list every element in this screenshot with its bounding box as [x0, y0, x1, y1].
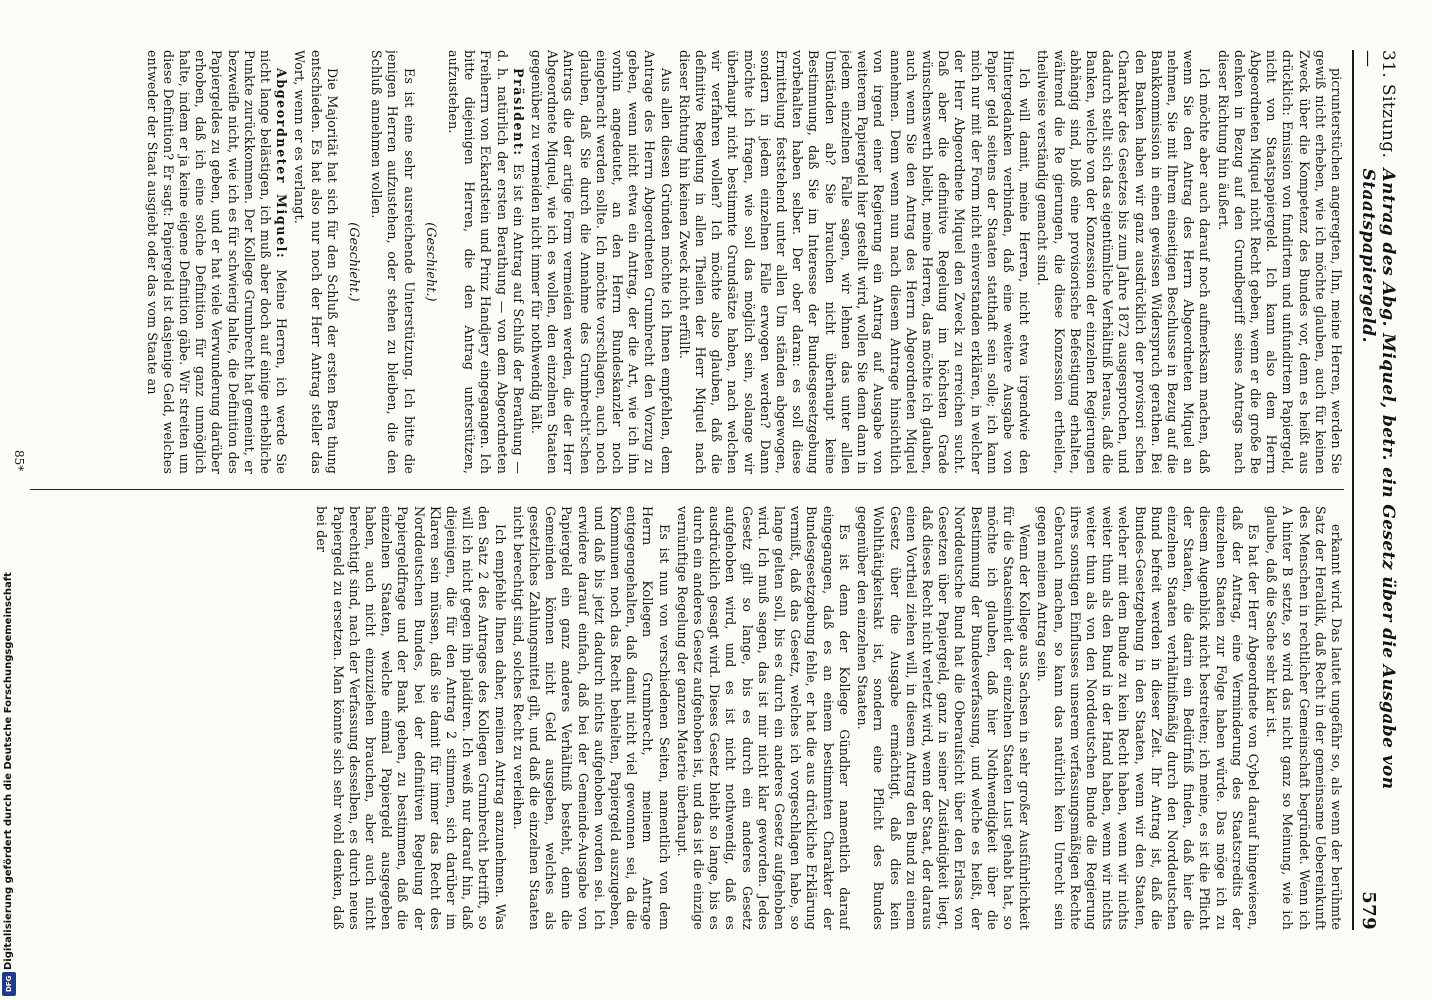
paragraph: [510, 506, 672, 930]
paragraph-text: Es ist ein Antrag auf Schluß der Berathung — d. h. natürlich der ersten Berathung — von dem Abgeordneten Freiherrn von Eckardstein und Prinz Handjery eingegangen. Ich bitte diejenigen Herren, die den Antrag unterstützen, aufzustehen.: [446, 50, 526, 474]
paragraph: [1034, 50, 1212, 474]
paragraph-text: Ich will damit, meine Herren, nicht etwa irgendwie den Hintergedanken verbinden, daß eine weitere Ausgabe von Papier geld seitens der Staaten statthaft sein solle; ich kann mich nur mit der Form nicht einverstanden erklären, in welcher der Herr Abgeordnete Miquel den Zweck zu erreichen sucht. Daß aber die definitive Regelung im höchsten Grade wünschenswerth bleibt, meine Herren, das möchte ich glauben, auch wenn Sie den Antrag des Herrn Abgeordneten Miquel annehmen. Denn wenn nun nach diesem Antrage hinsichtlich von irgend einer Regierung ein Antrag auf Ausgabe von weiterem Papiergeld hier gestellt wird, wollen Sie denn dann in jedem einzelnen Falle sagen, wir lehnen das unter allen Umständen ab? Sie brauchen nicht überhaupt keine Bestimmung, daß Sie im Interesse der Bundesgesetzgebung vorbehalten haben selber. Der ober daran: es soll diese Ermittelung feststehend unter allen Um ständen abgewogen, sondern in jedem einzelnen Falle erwogen werden? Dann möchte ich fragen, wie soll das möglich sein, solange wir überhaupt nicht bestimmte Grundsätze haben, nach welchen wir verfahren wollen? Ich möchte also glauben, daß die definitive Regelung in allen Theilen der Herr Miquel nach dieser Richtung hin keinen Zweck nicht erfüllt.: [676, 50, 1033, 474]
paragraph: [854, 506, 1032, 930]
paragraph: [291, 50, 340, 474]
paragraph-text: Wenn der Kollege aus Sachsen in sehr großer Ausführlichkeit für die Staatseinheit der einzelnen Staaten Lust gehabt hat, so möchte ich glauben, daß hier Nothwendigkeit über die Bestimmung der Bundesverfassung, und welche es heißt, der Norddeutsche Bund hat die Oberaufsicht über den Erlass von Gesetzen über Papiergeld, ganz in seiner Zuständigkeit liegt, daß dieses Recht nicht verletzt wird, wenn der Staat, der daraus einen Vortheil ziehen will, in diesem Antrag den Bund zu einem Gesetz über die Ausgabe ermächtigt, daß dies kein Wohlthätigkeitsakt ist, sondern eine Pflicht des Bundes gegenüber den einzelnen Staaten.: [855, 506, 1033, 930]
paragraph: [676, 50, 1032, 474]
digitization-credit: Digitalisierung gefördert durch die Deutsche Forschungsgemeinschaft: [3, 572, 14, 970]
column-divider: [30, 489, 1344, 490]
right-text-column: [30, 506, 1344, 930]
page-signature: 85*: [12, 450, 26, 472]
paragraph: [1263, 506, 1344, 930]
paragraph: [313, 506, 507, 930]
running-title: Antrag des Abg. Miquel, betr. ein Gesetz über die Ausgabe von Staatspapiergeld.: [1358, 168, 1398, 790]
paragraph-text: Ich möchte aber auch darauf noch aufmerksam machen, daß wenn Sie den Antrag des Herrn Abgeordneten Miquel an nehmen, Sie mit Ihrem einseitigen Beschlusse in Bezug auf die Bankkommission in einen gewissen Widerspruch gerathen. Bei den Banken haben wir ganz ausdrücklich der provisori schen Charakter des Gesetzes bis zum Jahre 1872 ausgesprochen, und dadurch stellt sich das eigentümliche Verhältniß heraus, daß die Banken, welche von der Konzession der einzelnen Regierungen abhängig sind, bloß eine provisorische Befestigung erhalten, während die Re gierungen, die diese Konzession ertheilen, theilweise verständig gemacht sind.: [1035, 50, 1213, 474]
page-number: 579: [1358, 891, 1379, 930]
paragraph-text: Es ist denn der Kollege Gündher namentlich darauf eingegangen, daß es an einem bestimmten Charakter der Bundesgesetzgebung fehle, er hat die aus drückliche Erklärung vermißt, daß das Gesetz, welches ich vorgeschlagen habe, so lange gelten soll, bis es durch ein anderes Gesetz aufgehoben wird. Ich muß sagen, das ist mir nicht klar geworden. Jedes Gesetz gilt so lange, bis es durch ein anderes Gesetz aufgehoben wird, und es ist nicht nothwendig, daß es ausdrücklich gesagt wird. Dieses Gesetz bleibt so lange, bis es durch ein anderes Gesetz aufgehoben ist, und das ist die einzige vernünftige Regelung der ganzen Materie überhaupt.: [674, 506, 852, 930]
paragraph: [368, 50, 417, 474]
paragraph-text: Ich empfehle Ihnen daher, meinen Antrag anzunehmen. Was den Satz 2 des Antrages des Kollegen Grumbrecht betrifft, so will ich nicht gegen ihn plaidiren. Ich weiß nur darauf hin, daß diejenigen, die für den Antrag 2 stimmen, sich darüber im Klaren sein müssen, daß sie damit für immer das Recht des Norddeutschen Bundes, bei der definitiven Regelung der Papiergeldfrage und der Bank geben, zu bestimmen, daß die einzelnen Staaten, welche einmal Papiergeld ausgegeben haben, auch nicht einzuziehen brauchen, aber auch nicht berechtigt sind, nach der Verfassung desselben, es durch neues Papiergeld zu ersetzen. Man könnte sich sehr wohl denken, daß bei der: [314, 506, 508, 930]
paragraph: [445, 50, 526, 474]
stage-direction: [423, 50, 439, 474]
paragraph: [1214, 50, 1344, 474]
stage-direction: [346, 50, 362, 474]
paragraph: [674, 506, 852, 930]
paragraph-text: Es ist eine sehr ausreichende Unterstützung. Ich bitte die jenigen Herren aufzustehen, oder stehen zu bleiben, die den Schluß annehmen wollen.: [369, 50, 417, 474]
paragraph: [143, 50, 289, 474]
header-rule: [1352, 50, 1354, 930]
paragraph-text: erkannt wird. Das lautet ungefähr so, als wenn der berühmte Satz der Heraldik, daß Recht in der gemeinsame Uebereinkunft des Menschen in rechtlicher Gemeinschaft begründet. Wenn ich A hinter B setzte, so wird das nicht ganz so Meinung, wie ich glaube, daß die Sache sehr klar ist.: [1264, 506, 1344, 930]
paragraph: [1034, 506, 1261, 930]
paragraph-text: Es hat der Herr Abgeordnete von Cybel darauf hingewiesen, daß der Antrag, eine Verminderung des Staatscredits der einzelnen Staaten zur Folge haben würde. Das möge ich zu diesem Augenblick nicht bestreiten; ich meine, es ist die Pflicht der Staaten, die darin ein Bedürfniß finden, daß hier die einzelnen Staaten verhältnißmäßig durch den Norddeutschen Bund befreit werden in dieser Zeit. Ihr Antrag ist, daß die Bundes-Gesetzgebung in den Staaten, wenn wir den Staaten, welcher mit dem Bunde zu kein Recht haben, wenn wir nichts weiter thun als den Bund in der Hand haben, wenn wir nichts weiter thun als von den Norddeutschen Bunde die Regierung ihres sonstigen Einflusses unserem verfassungsmäßigen Rechte Gebrauch machen, so kann das natürlich kein Unrecht sein gegen meinen Antrag sein.: [1035, 506, 1261, 930]
paragraph-text: Die Majorität hat sich für den Schluß der ersten Bera thung entschieden. Es hat also nur noch der Herr Antrag steller das Wort, wenn er es verlangt.: [292, 50, 340, 474]
left-text-column: [30, 50, 1344, 474]
rotated-document-page: [12, 10, 1398, 970]
paragraph-text: picrunterstüchen angeregten, Ihn, meine Herren, werden Sie gewiß nicht erheben, wie ich möchte glauben, auch für keinen Zweck über die Kompetenz des Bundes vor, denn es heißt aus drücklich: Emission von fundirtem und unfundirtem Papiergeld, nicht von Staatspapiergeld. Ich kann also dem Herrn Abgeordneten Miquel nicht Recht geben, wenn er die große Be denken in Bezug auf den Grundbegriff seines Antrags nach dieser Richtung hin äußert.: [1215, 50, 1344, 474]
paragraph-text: Es ist nun von verschiedenen Seiten, namentlich von dem Herrn Kollegen Grumbrecht, meinem Antrage entgegengehalten, daß damit nicht viel gewonnen sei, da die Kommunen noch das Recht behielten, Papiergeld auszugeben, und daß bis jetzt dadurch nichts aufgehoben worden sei. Ich erwidere darauf einfach, daß bei der Gemeinde-Ausgabe von Papiergeld ein ganz anderes Verhältniß besteht, denn die Gemeinden können nicht Geld ausgeben, welches als gesetzliches Zahlungsmittel gilt, und daß die einzelnen Staaten nicht berechtigt sind, solches Recht zu verleihen.: [510, 506, 672, 930]
paragraph-text: (Geschieht.): [347, 222, 363, 302]
page-header: [1358, 50, 1398, 930]
dfg-logo-icon: DFG: [2, 972, 16, 996]
paragraph-text: Meine Herren, ich werde Sie nicht lange belästigen, ich muß aber doch auf einige erhebliche Punkte zurückkommen. Der Kollege Grumbrecht hat gemeint, er bezweifle nicht, wie ich es für schwierig halte, die Definition des Papiergeldes zu geben, und er hat viele Verwunderung darüber erhoben, daß ich eine solche Definition für ganz unmöglich halte, indem er ja keine eigene Definition gäbe. Wir streiten um diese Definition? Er sagt: Papiergeld ist dasjenige Geld, welches entweder der Staat ausgiebt oder das vom Staate an: [144, 50, 290, 474]
speaker-name: Präsident:: [510, 68, 526, 164]
paragraph-text: Aus allen diesen Gründen möchte ich Ihnen empfehlen, dem Antrage des Herrn Abgeordneten Grumbrecht den Vorzug zu geben, wenn nicht etwa ein Antrag, der die Art, wie ich ihn vorhin angedeutet, an den Herrn Bundeskanzler noch eingebracht werden sollte. Ich möchte vorschlagen, auch noch glauben, daß Sie durch die Annahme des Grumbrecht'schen Antrags die der artige Form vermeiden werden, die der Herr Abgeordnete Miquel, wie ich es wollen, den einzelnen Staaten gegenüber zu vermeiden nicht immer für nothwendig hält.: [529, 50, 674, 474]
paragraph: [528, 50, 674, 474]
paragraph-text: (Geschieht.): [423, 222, 439, 302]
session-title: 31. Sitzung. —: [1358, 50, 1398, 159]
speaker-name: Abgeordneter Miquel:: [274, 68, 290, 270]
